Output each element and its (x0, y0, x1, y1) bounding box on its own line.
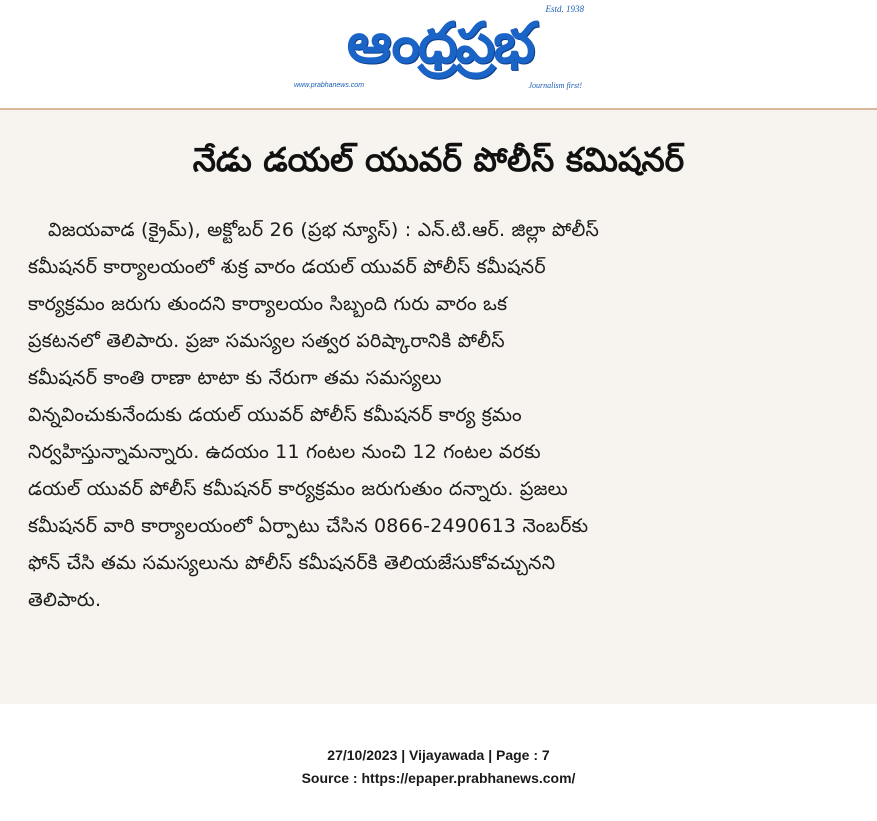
article-line: ప్రకటనలో తెలిపారు. ప్రజా సమస్యల సత్వర పరిష్కారానికి పోలీస్‌ (28, 330, 505, 352)
logo-url-text: www.prabhanews.com (294, 82, 365, 89)
date-edition-line: 27/10/2023 | Vijayawada | Page : 7 (327, 747, 550, 763)
news-clipping (0, 108, 877, 704)
newspaper-logo (292, 4, 588, 96)
article-headline: నేడు డయల్‌ యువర్‌ పోలీస్‌ కమిషనర్‌ (192, 140, 685, 179)
logo-estd-text: Estd. 1938 (545, 4, 584, 14)
masthead (0, 0, 877, 108)
article-line: కమీషనర్‌ కాంతి రాణా టాటా కు నేరుగా తమ సమస్యలు (28, 367, 442, 389)
article-line: డయల్‌ యువర్‌ పోలీస్‌ కమీషనర్‌ కార్యక్రమం జరుగుతుం దన్నారు. ప్రజలు (28, 478, 568, 500)
article-line: కమీషనర్‌ వారి కార్యాలయంలో ఏర్పాటు చేసిన 0866-2490613 నెంబర్‌కు (28, 515, 589, 537)
source-line: Source : https://epaper.prabhanews.com/ (301, 770, 576, 786)
article-line: కమీషనర్‌ కార్యాలయంలో శుక్ర వారం డయల్‌ యువర్‌ పోలీస్‌ కమీషనర్‌ (28, 256, 546, 278)
logo-tagline: Journalism first! (528, 81, 582, 90)
clipping-footer (0, 744, 877, 790)
article-line: విన్నవించుకునేందుకు డయల్‌ యువర్‌ పోలీస్‌ కమీషనర్‌ కార్య క్రమం (28, 404, 522, 426)
article-line: ఫోన్‌ చేసి తమ సమస్యలును పోలీస్‌ కమీషనర్‌కి తెలియజేసుకోవచ్చునని (28, 552, 556, 574)
article-line: తెలిపారు. (28, 589, 102, 611)
logo-wordmark: ఆంధ్రప్రభ (346, 11, 534, 76)
article-line: నిర్వహిస్తున్నామన్నారు. ఉదయం 11 గంటల నుంచి 12 గంటల వరకు (28, 441, 541, 463)
article-line: కార్యక్రమం జరుగు తుందని కార్యాలయం సిబ్బంది గురు వారం ఒక (28, 293, 508, 315)
article-body (28, 212, 840, 619)
article-line: విజయవాడ (క్రైమ్‌), అక్టోబర్‌ 26 (ప్రభ న్యూస్‌) : ఎన్‌.టి.ఆర్‌. జిల్లా పోలీస్‌ (48, 219, 600, 241)
